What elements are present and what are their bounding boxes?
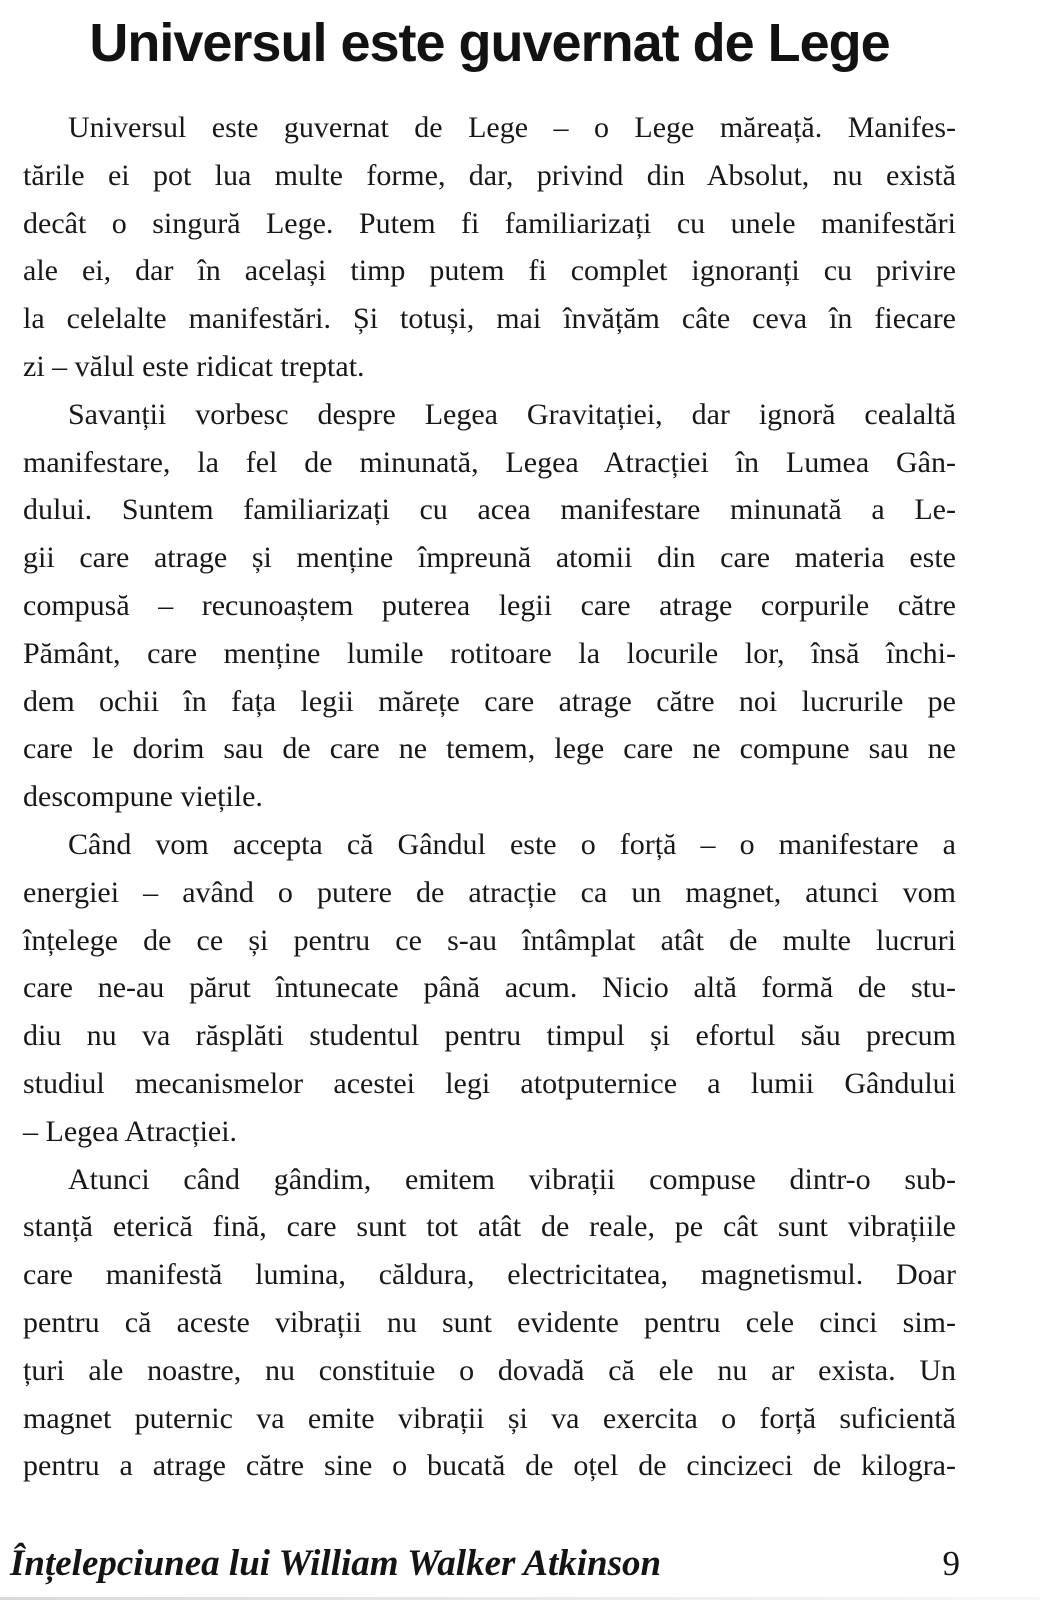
paragraph-2 (23, 391, 956, 821)
text-line: pentru a atrage către sine o bucată de oțel de cincizeci de kilogra- (23, 1449, 956, 1483)
text-line: la celelalte manifestări. Și totuși, mai învățăm câte ceva în fiecare (23, 302, 956, 336)
text-line: decât o singură Lege. Putem fi familiarizați cu unele manifestări (23, 206, 956, 240)
text-line: magnet puternic va emite vibrații și va exercita o forță suficientă (23, 1401, 956, 1435)
text-line: care manifestă lumina, căldura, electricitatea, magnetismul. Doar (23, 1258, 956, 1292)
text-line: care le dorim sau de care ne temem, lege care ne compune sau ne (23, 732, 956, 766)
text-line: dem ochii în fața legii mărețe care atrage către noi lucrurile pe (23, 684, 956, 718)
text-line: dului. Suntem familiarizați cu acea manifestare minunată a Le- (23, 493, 956, 527)
text-line: gii care atrage și menține împreună atomii din care materia este (23, 541, 956, 575)
body-text (23, 104, 956, 1490)
paragraph-1 (23, 104, 956, 391)
text-line: diu nu va răsplăti studentul pentru timpul și efortul său precum (23, 1019, 956, 1053)
page-footer (10, 1540, 960, 1588)
running-head-book-title: Înțelepciunea lui William Walker Atkinson (10, 1543, 662, 1584)
text-line: țuri ale noastre, nu constituie o dovadă că ele nu ar exista. Un (23, 1353, 956, 1387)
text-line: studiul mecanismelor acestei legi atotputernice a lumii Gândului (23, 1066, 956, 1100)
text-line: – Legea Atracției. (23, 1114, 238, 1148)
text-line: Când vom accepta că Gândul este o forță – o manifestare a (68, 827, 956, 861)
text-line: zi – vălul este ridicat treptat. (23, 349, 365, 383)
page-number: 9 (942, 1544, 960, 1583)
text-line: descompune viețile. (23, 780, 263, 814)
text-line: înțelege de ce și pentru ce s-au întâmplat atât de multe lucruri (23, 923, 956, 957)
text-line: tările ei pot lua multe forme, dar, privind din Absolut, nu există (23, 158, 956, 192)
text-line: stanță eterică fină, care sunt tot atât de reale, pe cât sunt vibrațiile (23, 1210, 956, 1244)
text-line: energiei – având o putere de atracție ca un magnet, atunci vom (23, 875, 956, 909)
paragraph-4 (23, 1156, 956, 1491)
text-line: Savanții vorbesc despre Legea Gravitației, dar ignoră cealaltă (68, 397, 956, 431)
text-line: compusă – recunoaștem puterea legii care atrage corpurile către (23, 588, 956, 622)
text-line: Atunci când gândim, emitem vibrații compuse dintr-o sub- (68, 1162, 956, 1196)
paragraph-3 (23, 821, 956, 1156)
text-line: Universul este guvernat de Lege – o Lege măreață. Manifes- (68, 111, 956, 144)
text-line: care ne-au părut întunecate până acum. Nicio altă formă de stu- (23, 971, 956, 1005)
text-line: ale ei, dar în același timp putem fi complet ignoranți cu privire (23, 254, 956, 288)
text-line: pentru că aceste vibrații nu sunt evidente pentru cele cinci sim- (23, 1305, 956, 1339)
text-line: Pământ, care menține lumile rotitoare la locurile lor, însă închi- (23, 636, 956, 670)
text-line: manifestare, la fel de minunată, Legea Atracției în Lumea Gân- (23, 445, 956, 479)
chapter-title: Universul este guvernat de Lege (89, 13, 890, 73)
